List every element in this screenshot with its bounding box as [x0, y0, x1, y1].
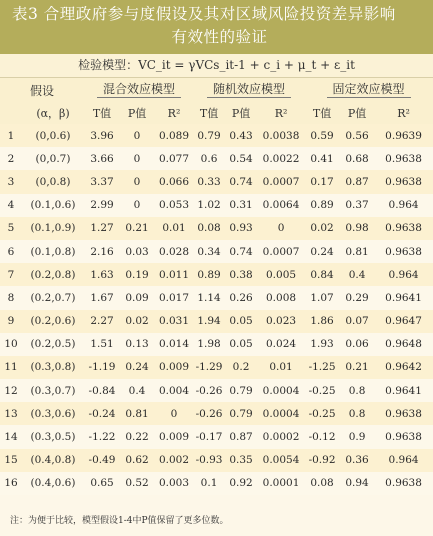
cell-t-mixed: 1.63: [84, 263, 120, 286]
table-row: [0, 472, 433, 495]
cell-p-fixed: 0.37: [340, 194, 374, 217]
table-row: [0, 449, 433, 472]
cell-p-mixed: 0.02: [120, 310, 154, 333]
cell-p-random: 0.38: [224, 263, 258, 286]
cell-r2-random: 0.023: [258, 310, 304, 333]
row-index: 4: [0, 194, 22, 217]
cell-p-fixed: 0.06: [340, 333, 374, 356]
cell-r2-fixed: 0.9638: [374, 147, 433, 170]
row-index: 14: [0, 425, 22, 448]
model-formula: 检验模型：VC_it = γVCs_it-1 + c_i + μ_t + ε_it: [0, 54, 433, 78]
table-row: [0, 286, 433, 309]
cell-t-random: 0.33: [194, 170, 224, 193]
cell-r2-fixed: 0.9638: [374, 240, 433, 263]
cell-p-fixed: 0.94: [340, 472, 374, 495]
cell-t-mixed: -1.22: [84, 425, 120, 448]
cell-t-mixed: -0.49: [84, 449, 120, 472]
cell-t-fixed: 0.08: [304, 472, 340, 495]
row-alpha-beta: (0.1,0.8): [22, 240, 84, 263]
cell-r2-mixed: 0.031: [154, 310, 194, 333]
row-alpha-beta: (0,0.6): [22, 124, 84, 147]
cell-p-random: 0.87: [224, 425, 258, 448]
cell-r2-random: 0.0004: [258, 402, 304, 425]
cell-r2-fixed: 0.9638: [374, 402, 433, 425]
cell-t-mixed: 3.37: [84, 170, 120, 193]
row-alpha-beta: (0.1,0.9): [22, 217, 84, 240]
cell-t-random: 0.89: [194, 263, 224, 286]
cell-t-fixed: 1.86: [304, 310, 340, 333]
cell-r2-random: 0.01: [258, 356, 304, 379]
cell-p-mixed: 0.22: [120, 425, 154, 448]
row-alpha-beta: (0.2,0.6): [22, 310, 84, 333]
cell-p-random: 0.2: [224, 356, 258, 379]
row-index: 16: [0, 472, 22, 495]
cell-p-random: 0.35: [224, 449, 258, 472]
cell-t-fixed: 0.89: [304, 194, 340, 217]
cell-p-fixed: 0.07: [340, 310, 374, 333]
header-mixed-model: 混合效应模型: [97, 83, 181, 98]
cell-p-random: 0.05: [224, 333, 258, 356]
cell-p-fixed: 0.8: [340, 402, 374, 425]
row-index: 5: [0, 217, 22, 240]
cell-r2-mixed: 0.066: [154, 170, 194, 193]
cell-p-mixed: 0.52: [120, 472, 154, 495]
cell-r2-mixed: 0.01: [154, 217, 194, 240]
cell-r2-random: 0.0054: [258, 449, 304, 472]
cell-r2-fixed: 0.9638: [374, 472, 433, 495]
cell-t-fixed: -1.25: [304, 356, 340, 379]
cell-r2-mixed: 0.002: [154, 449, 194, 472]
cell-t-mixed: -1.19: [84, 356, 120, 379]
row-index: 15: [0, 449, 22, 472]
row-alpha-beta: (0,0.8): [22, 170, 84, 193]
cell-t-random: -1.29: [194, 356, 224, 379]
row-index: 12: [0, 379, 22, 402]
cell-r2-fixed: 0.9641: [374, 286, 433, 309]
cell-t-mixed: -0.84: [84, 379, 120, 402]
row-index: 13: [0, 402, 22, 425]
cell-t-mixed: 2.16: [84, 240, 120, 263]
table-row: [0, 263, 433, 286]
cell-p-fixed: 0.87: [340, 170, 374, 193]
row-alpha-beta: (0.2,0.7): [22, 286, 84, 309]
table-row: [0, 310, 433, 333]
cell-r2-random: 0.0038: [258, 124, 304, 147]
cell-r2-fixed: 0.9648: [374, 333, 433, 356]
row-alpha-beta: (0.3,0.7): [22, 379, 84, 402]
table-row: [0, 402, 433, 425]
cell-t-mixed: 2.99: [84, 194, 120, 217]
header-t-fixed: T值: [304, 102, 340, 124]
row-alpha-beta: (0.2,0.5): [22, 333, 84, 356]
cell-t-mixed: 3.66: [84, 147, 120, 170]
cell-t-fixed: 0.17: [304, 170, 340, 193]
cell-p-mixed: 0: [120, 194, 154, 217]
cell-r2-mixed: 0.014: [154, 333, 194, 356]
row-alpha-beta: (0.4,0.8): [22, 449, 84, 472]
row-alpha-beta: (0.3,0.8): [22, 356, 84, 379]
row-index: 3: [0, 170, 22, 193]
cell-p-random: 0.43: [224, 124, 258, 147]
cell-t-fixed: 0.59: [304, 124, 340, 147]
row-alpha-beta: (0.3,0.5): [22, 425, 84, 448]
cell-r2-random: 0.0007: [258, 170, 304, 193]
cell-r2-mixed: 0.089: [154, 124, 194, 147]
cell-p-random: 0.31: [224, 194, 258, 217]
table-title: [0, 0, 433, 54]
cell-t-mixed: 1.67: [84, 286, 120, 309]
cell-t-fixed: 1.07: [304, 286, 340, 309]
header-row-groups: [0, 78, 433, 102]
cell-p-mixed: 0: [120, 124, 154, 147]
cell-p-mixed: 0.4: [120, 379, 154, 402]
table-row: [0, 147, 433, 170]
cell-r2-fixed: 0.9642: [374, 356, 433, 379]
cell-r2-random: 0.0004: [258, 379, 304, 402]
cell-r2-fixed: 0.9638: [374, 425, 433, 448]
table-row: [0, 217, 433, 240]
row-index: 1: [0, 124, 22, 147]
cell-r2-mixed: 0.004: [154, 379, 194, 402]
table-title-line2: 有效性的验证: [171, 28, 268, 46]
table-body: [0, 124, 433, 495]
cell-t-random: 1.02: [194, 194, 224, 217]
results-table: [0, 78, 433, 495]
cell-r2-random: 0.0007: [258, 240, 304, 263]
table-row: [0, 356, 433, 379]
row-index: 10: [0, 333, 22, 356]
cell-r2-random: 0: [258, 217, 304, 240]
table-row: [0, 194, 433, 217]
cell-r2-random: 0.0001: [258, 472, 304, 495]
cell-p-random: 0.05: [224, 310, 258, 333]
cell-t-random: 1.94: [194, 310, 224, 333]
cell-t-mixed: -0.24: [84, 402, 120, 425]
header-row-columns: [0, 102, 433, 124]
row-index: 6: [0, 240, 22, 263]
cell-t-random: 0.79: [194, 124, 224, 147]
row-index: 7: [0, 263, 22, 286]
table-row: [0, 240, 433, 263]
cell-t-fixed: -0.25: [304, 402, 340, 425]
header-fixed-model: 固定效应模型: [327, 83, 411, 98]
cell-r2-random: 0.008: [258, 286, 304, 309]
cell-r2-fixed: 0.964: [374, 194, 433, 217]
cell-t-random: 0.1: [194, 472, 224, 495]
cell-r2-random: 0.0022: [258, 147, 304, 170]
cell-p-fixed: 0.4: [340, 263, 374, 286]
cell-p-mixed: 0.13: [120, 333, 154, 356]
cell-t-mixed: 0.65: [84, 472, 120, 495]
cell-p-random: 0.93: [224, 217, 258, 240]
cell-t-fixed: 0.84: [304, 263, 340, 286]
cell-p-fixed: 0.68: [340, 147, 374, 170]
header-r2-mixed: R²: [154, 102, 194, 124]
row-alpha-beta: (0.2,0.8): [22, 263, 84, 286]
row-index: 11: [0, 356, 22, 379]
cell-p-fixed: 0.21: [340, 356, 374, 379]
cell-r2-random: 0.0002: [258, 425, 304, 448]
cell-p-mixed: 0.19: [120, 263, 154, 286]
cell-r2-mixed: 0.017: [154, 286, 194, 309]
cell-r2-fixed: 0.9639: [374, 124, 433, 147]
cell-t-random: 1.14: [194, 286, 224, 309]
table-title-line1: 表3 合理政府参与度假设及其对区域风险投资差异影响: [12, 5, 396, 23]
cell-t-fixed: 1.93: [304, 333, 340, 356]
cell-r2-fixed: 0.9638: [374, 170, 433, 193]
cell-t-random: -0.17: [194, 425, 224, 448]
cell-t-fixed: 0.41: [304, 147, 340, 170]
header-r2-fixed: R²: [374, 102, 433, 124]
cell-t-random: -0.93: [194, 449, 224, 472]
header-hypothesis: 假设: [0, 78, 84, 102]
cell-p-fixed: 0.36: [340, 449, 374, 472]
row-index: 9: [0, 310, 22, 333]
cell-t-mixed: 2.27: [84, 310, 120, 333]
cell-t-fixed: -0.12: [304, 425, 340, 448]
cell-p-mixed: 0.21: [120, 217, 154, 240]
header-p-fixed: P值: [340, 102, 374, 124]
cell-t-mixed: 1.27: [84, 217, 120, 240]
cell-p-fixed: 0.81: [340, 240, 374, 263]
cell-r2-fixed: 0.9641: [374, 379, 433, 402]
row-alpha-beta: (0.4,0.6): [22, 472, 84, 495]
cell-r2-mixed: 0.009: [154, 425, 194, 448]
cell-t-random: -0.26: [194, 402, 224, 425]
header-alpha-beta: (α，β): [22, 102, 84, 124]
cell-p-mixed: 0: [120, 147, 154, 170]
row-index: 2: [0, 147, 22, 170]
cell-r2-fixed: 0.964: [374, 263, 433, 286]
cell-r2-fixed: 0.9638: [374, 217, 433, 240]
cell-p-random: 0.92: [224, 472, 258, 495]
cell-r2-mixed: 0.028: [154, 240, 194, 263]
cell-r2-mixed: 0.003: [154, 472, 194, 495]
cell-r2-mixed: 0.009: [154, 356, 194, 379]
cell-t-fixed: 0.24: [304, 240, 340, 263]
row-alpha-beta: (0.3,0.6): [22, 402, 84, 425]
cell-p-random: 0.74: [224, 170, 258, 193]
row-index: 8: [0, 286, 22, 309]
table-row: [0, 170, 433, 193]
cell-p-fixed: 0.98: [340, 217, 374, 240]
cell-t-random: -0.26: [194, 379, 224, 402]
header-p-random: P值: [224, 102, 258, 124]
cell-p-random: 0.54: [224, 147, 258, 170]
cell-p-random: 0.79: [224, 379, 258, 402]
cell-p-fixed: 0.29: [340, 286, 374, 309]
cell-t-fixed: -0.92: [304, 449, 340, 472]
cell-p-mixed: 0.62: [120, 449, 154, 472]
row-alpha-beta: (0,0.7): [22, 147, 84, 170]
table-row: [0, 124, 433, 147]
header-random-model: 随机效应模型: [207, 83, 291, 98]
table-row: [0, 333, 433, 356]
cell-t-mixed: 1.51: [84, 333, 120, 356]
cell-t-fixed: -0.25: [304, 379, 340, 402]
header-t-random: T值: [194, 102, 224, 124]
row-alpha-beta: (0.1,0.6): [22, 194, 84, 217]
cell-p-mixed: 0.09: [120, 286, 154, 309]
cell-p-mixed: 0.03: [120, 240, 154, 263]
cell-t-mixed: 3.96: [84, 124, 120, 147]
cell-p-mixed: 0.81: [120, 402, 154, 425]
cell-r2-random: 0.0064: [258, 194, 304, 217]
cell-r2-random: 0.005: [258, 263, 304, 286]
cell-p-mixed: 0: [120, 170, 154, 193]
cell-r2-mixed: 0: [154, 402, 194, 425]
table-row: [0, 379, 433, 402]
header-r2-random: R²: [258, 102, 304, 124]
cell-p-random: 0.26: [224, 286, 258, 309]
cell-r2-mixed: 0.011: [154, 263, 194, 286]
header-p-mixed: P值: [120, 102, 154, 124]
cell-t-random: 0.34: [194, 240, 224, 263]
cell-t-fixed: 0.02: [304, 217, 340, 240]
cell-r2-fixed: 0.964: [374, 449, 433, 472]
cell-t-random: 0.6: [194, 147, 224, 170]
table-note: 注：为便于比较，模型假设1-4中P值保留了更多位数。: [10, 516, 229, 526]
cell-p-random: 0.79: [224, 402, 258, 425]
cell-p-fixed: 0.56: [340, 124, 374, 147]
cell-p-fixed: 0.8: [340, 379, 374, 402]
cell-p-random: 0.74: [224, 240, 258, 263]
header-t-mixed: T值: [84, 102, 120, 124]
cell-r2-mixed: 0.053: [154, 194, 194, 217]
cell-t-random: 1.98: [194, 333, 224, 356]
cell-r2-mixed: 0.077: [154, 147, 194, 170]
cell-p-fixed: 0.9: [340, 425, 374, 448]
cell-t-random: 0.08: [194, 217, 224, 240]
header-index: [0, 102, 22, 124]
table-row: [0, 425, 433, 448]
cell-p-mixed: 0.24: [120, 356, 154, 379]
cell-r2-fixed: 0.9647: [374, 310, 433, 333]
cell-r2-random: 0.024: [258, 333, 304, 356]
